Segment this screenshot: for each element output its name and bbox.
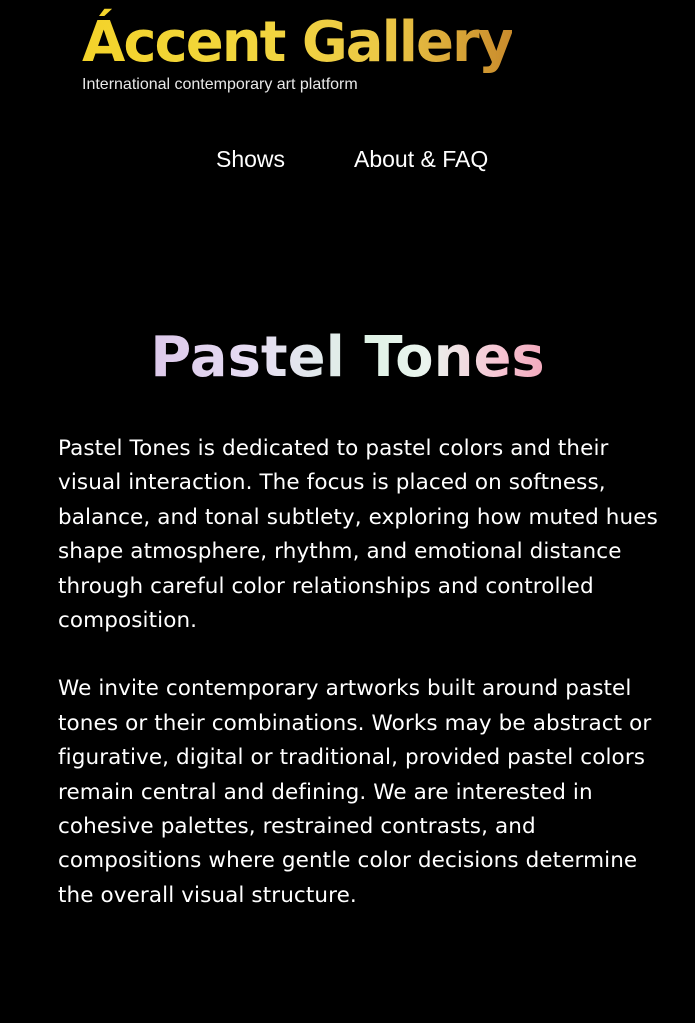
page-title-text: Pastel Tones xyxy=(150,324,545,390)
page-title xyxy=(0,324,695,392)
site-header xyxy=(82,8,642,94)
site-tagline: International contemporary art platform xyxy=(82,76,358,93)
nav-link-about-faq[interactable]: About & FAQ xyxy=(354,146,489,172)
call-paragraph: We invite contemporary artworks built around pastel tones or their combinations. Works may be abstract or figurative, digital or traditional, provided pastel colors remain central and defining. We are interested in cohesive palettes, restrained contrasts, and compositions where gentle color decisions determine the overall visual structure. xyxy=(58,676,652,908)
main-nav xyxy=(0,146,695,178)
nav-link-shows[interactable]: Shows xyxy=(216,146,286,172)
intro-paragraph: Pastel Tones is dedicated to pastel colors and their visual interaction. The focus is placed on softness, balance, and tonal subtlety, exploring how muted hues shape atmosphere, rhythm, and emotional distance through careful color relationships and controlled composition. xyxy=(58,436,658,634)
site-logo[interactable]: Áccent Gallery xyxy=(82,8,512,78)
page-content xyxy=(58,432,658,947)
